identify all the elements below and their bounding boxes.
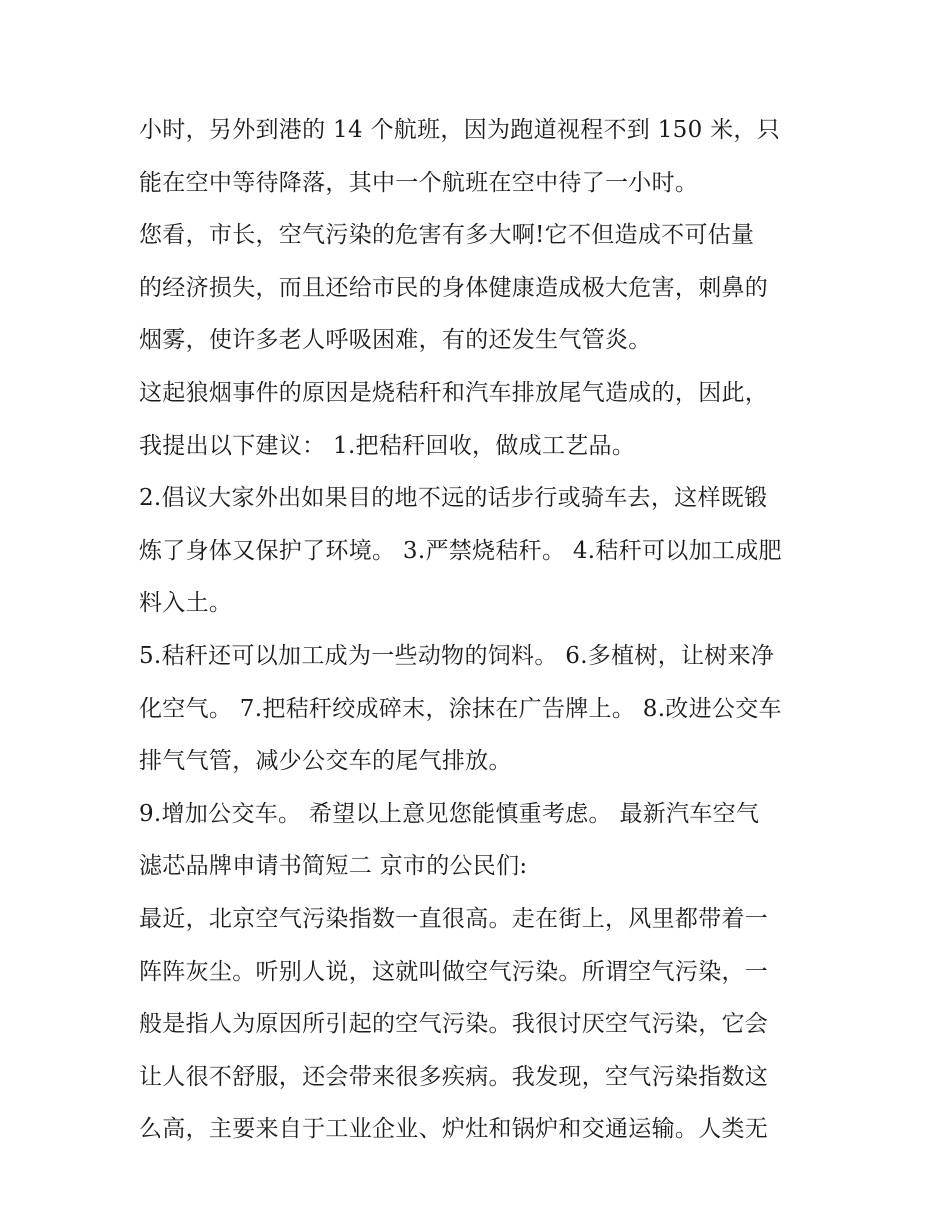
text-line: 烟雾，使许多老人呼吸困难，有的还发生气管炎。 xyxy=(139,327,652,354)
text-line: 么高，主要来自于工业企业、炉灶和锅炉和交通运输。人类无 xyxy=(139,1116,769,1143)
text-line: 滤芯品牌申请书简短二 京市的公民们: xyxy=(139,853,528,880)
text-line: 小时，另外到港的 14 个航班，因为跑道视程不到 150 米，只 xyxy=(139,117,781,143)
text-line: 让人很不舒服，还会带来很多疾病。我发现，空气污染指数这 xyxy=(139,1063,769,1090)
text-line: 能在空中等待降落，其中一个航班在空中待了一小时。 xyxy=(139,169,699,196)
text-line: 料入土。 xyxy=(139,590,233,617)
text-line: 您看，市长，空气污染的危害有多大啊!它不但造成不可估量 xyxy=(139,222,755,249)
text-line: 炼了身体又保护了环境。 3.严禁烧秸秆。 4.秸秆可以加工成肥 xyxy=(139,537,782,564)
text-line: 般是指人为原因所引起的空气污染。我很讨厌空气污染，它会 xyxy=(139,1011,769,1038)
text-line: 9.增加公交车。 希望以上意见您能慎重考虑。 最新汽车空气 xyxy=(139,800,760,827)
text-line: 最近，北京空气污染指数一直很高。走在街上，风里都带着一 xyxy=(139,905,769,932)
text-line: 5.秸秆还可以加工成为一些动物的饲料。 6.多植树，让树来净 xyxy=(139,642,775,669)
text-line: 的经济损失，而且还给市民的身体健康造成极大危害，刺鼻的 xyxy=(139,274,769,301)
text-line: 我提出以下建议： 1.把秸秆回收，做成工艺品。 xyxy=(139,432,636,459)
document-body xyxy=(139,104,819,1156)
text-line: 阵阵灰尘。听别人说，这就叫做空气污染。所谓空气污染，一 xyxy=(139,958,769,985)
text-line: 排气气管，减少公交车的尾气排放。 xyxy=(139,748,512,775)
text-line: 化空气。 7.把秸秆绞成碎末，涂抹在广告牌上。 8.改进公交车 xyxy=(139,695,782,722)
text-line: 2.倡议大家外出如果目的地不远的话步行或骑车去，这样既锻 xyxy=(139,485,768,512)
text-line: 这起狼烟事件的原因是烧秸秆和汽车排放尾气造成的，因此， xyxy=(139,379,769,406)
